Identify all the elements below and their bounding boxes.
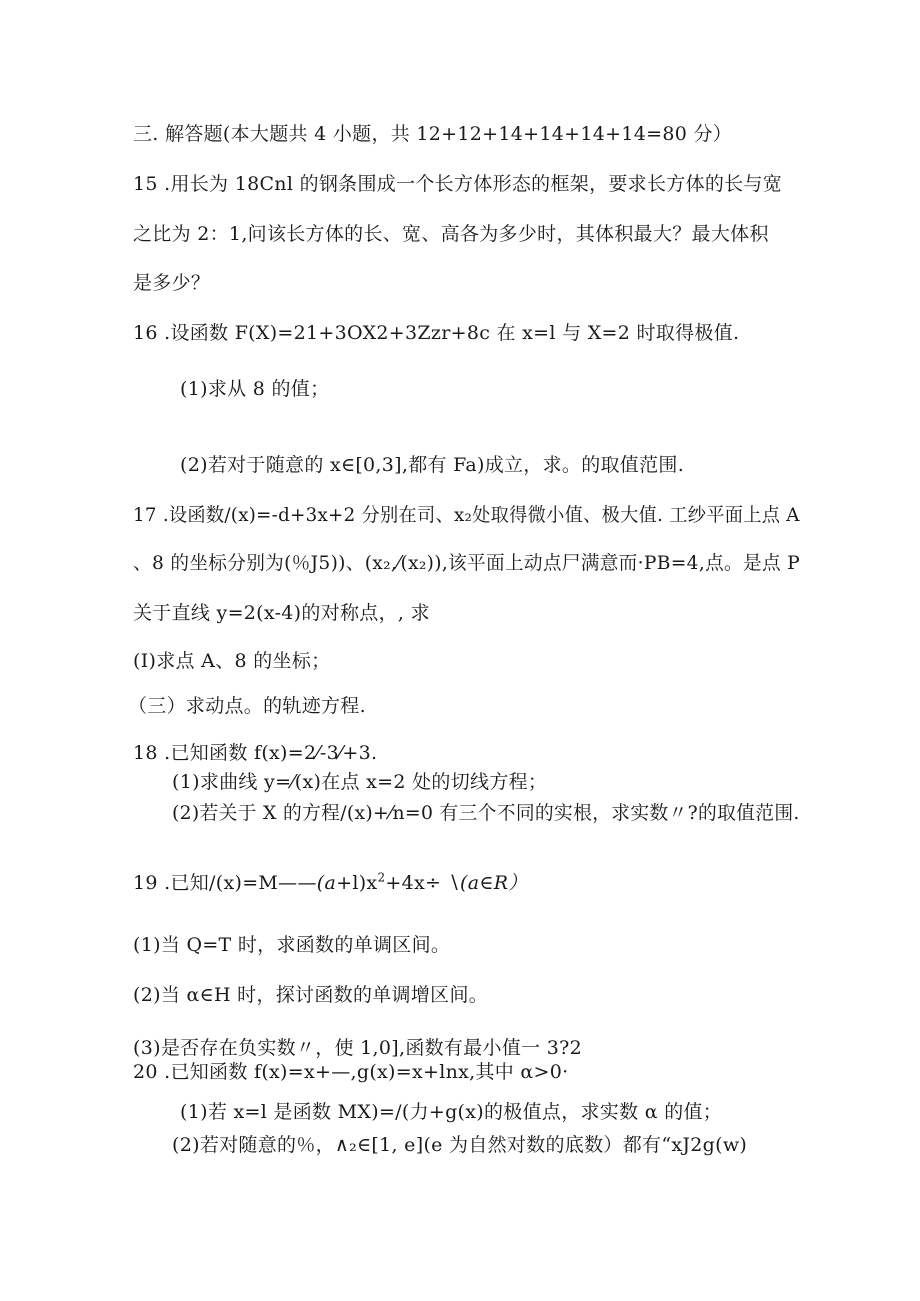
q20-part-1: (1)若 x=l 是函数 MX)=/(力+g(x)的极值点，求实数 α 的值； [180,1101,723,1123]
q15-line-3: 是多少？ [133,272,211,294]
q15-line-1: 15 .用长为 18Cnl 的钢条围成一个长方体形态的框架，要求长方体的长与宽 [133,173,783,195]
q16-stem: 16 .设函数 F(X)=21+3OX2+3Zzr+8c 在 x=l 与 X=2 时取得极值. [133,322,740,344]
q19-part-3: (3)是否存在负实数〃，使 1,0],函数有最小值一 3?2 [133,1037,583,1059]
q20-stem: 20 .已知函数 f(x)=x+—,g(x)=x+lnx,其中 α>0· [133,1061,569,1083]
q19-stem-text-2: +l)x [336,872,378,894]
q19-stem-italic-a: (a [316,872,337,894]
q19-stem [133,870,528,896]
section-heading: 三. 解答题(本大题共 4 小题，共 12+12+14+14+14+14=80 分） [133,123,733,145]
q19-stem-superscript: 2 [377,870,386,885]
q17-part-1: (I)求点 A、8 的坐标； [133,650,331,672]
q19-part-1: (1)当 Q=T 时，求函数的单调区间。 [133,934,451,956]
q17-line-3: 关于直线 y=2(x-4)的对称点，, 求 [133,602,430,624]
q20-part-2: (2)若对随意的％，∧₂∈[1, e](e 为自然对数的底数）都有“xJ2g(w) [172,1134,748,1156]
q18-part-2: (2)若关于 X 的方程/(x)+⁄n=0 有三个不同的实根，求实数〃?的取值范围. [172,802,800,824]
q19-stem-text: 19 .已知/(x)=M—— [133,872,317,894]
q16-part-1: (1)求从 8 的值； [180,378,330,400]
q17-line-2: 、8 的坐标分别为(％J5))、(x₂,⁄(x₂)),该平面上动点尸满意而·PB=4,点。是点 P [133,552,800,574]
q18-part-1: (1)求曲线 y=⁄(x)在点 x=2 处的切线方程； [172,771,548,793]
q16-part-2: (2)若对于随意的 x∈[0,3],都有 Fa)成立，求。的取值范围. [180,454,685,476]
q17-line-1: 17 .设函数/(x)=-d+3x+2 分别在司、x₂处取得微小值、极大值. 工纱平面上点 A [133,504,800,526]
q19-part-2: (2)当 α∈H 时，探讨函数的单调增区间。 [133,984,489,1006]
q19-stem-italic-b: (a∈R） [459,872,528,894]
q17-part-2: （三）求动点。的轨迹方程. [128,695,366,717]
q15-line-2: 之比为 2：1,问该长方体的长、宽、高各为多少时，其体积最大？最大体积 [133,223,769,245]
q19-stem-text-3: +4x÷ ∖ [385,872,460,894]
q18-stem: 18 .已知函数 f(x)=2⁄-3⁄+3. [133,742,378,764]
